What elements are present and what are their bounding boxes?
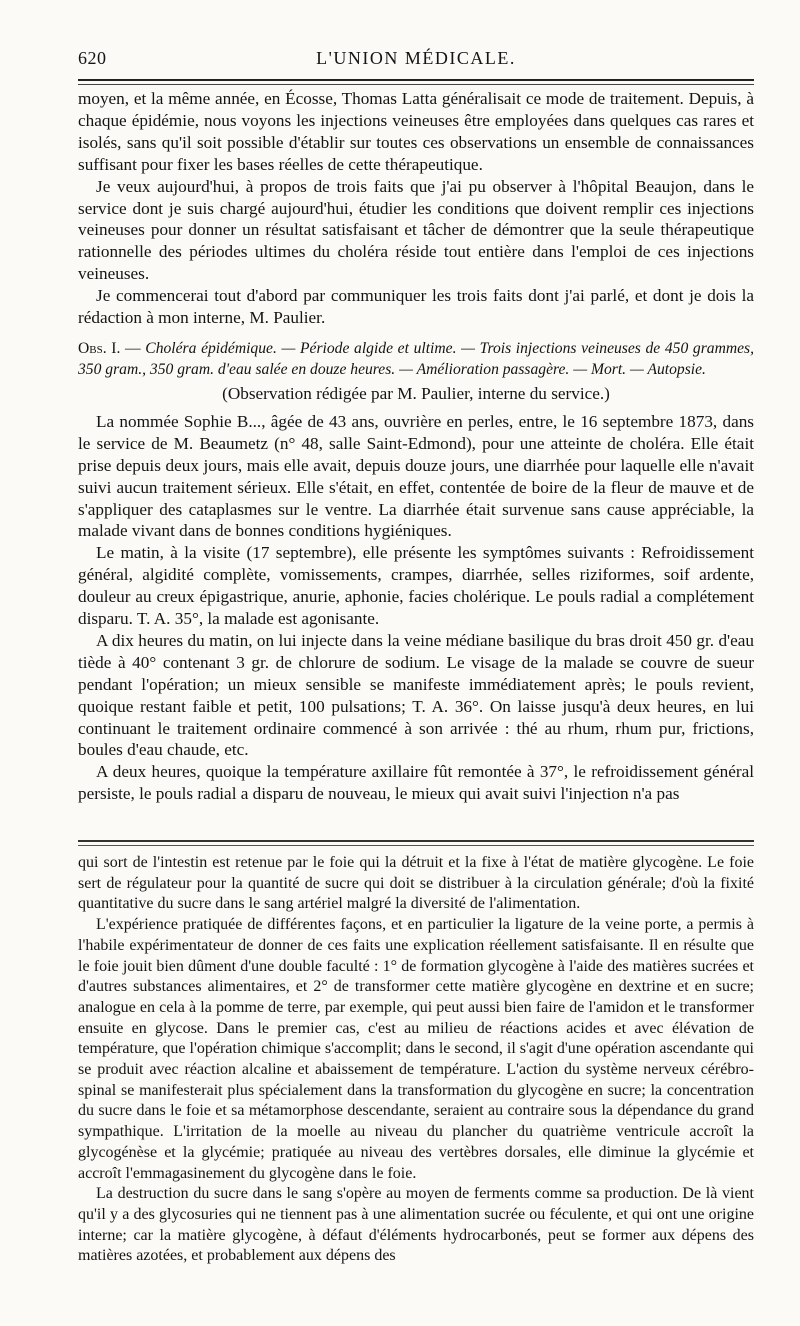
section-divider-thick: [78, 840, 754, 842]
paragraph: A dix heures du matin, on lui injecte dans la veine médiane basilique du bras droit 450 gr. d'eau tiède à 40° contenant 3 gr. de chlorure de sodium. Le visage de la malade se couvre de sueur pendant l'opération; un mieux sensible se manifeste immédiatement après; le pouls revient, quoique restant faible et petit, 100 pulsations; T. A. 36°. On laisse jusqu'à deux heures, en lui continuant le traitement ordinaire commencé à son arrivée : thé au rhum, rhum pur, frictions, boules d'eau chaude, etc.: [78, 630, 754, 760]
article-top-section: [78, 88, 754, 805]
paragraph: La nommée Sophie B..., âgée de 43 ans, ouvrière en perles, entre, le 16 septembre 1873, dans le service de M. Beaumetz (n° 48, salle Saint-Edmond), pour une atteinte de choléra. Elle était prise depuis deux jours, mais elle avait, depuis douze jours, une diarrhée pour laquelle elle n'avait suivi aucun traitement sérieux. Elle s'était, en effet, contentée de boire de la fleur de mauve et de s'appliquer des cataplasmes sur le ventre. La diarrhée était survenue sans cause appréciable, la malade vivant dans de bonnes conditions hygiéniques.: [78, 411, 754, 541]
paragraph: La destruction du sucre dans le sang s'opère au moyen de ferments comme sa production. De là vient qu'il y a des glycosuries qui ne tiennent pas à une alimentation sucrée ou féculente, et qui ont une origine interne; car la matière glycogène, à défaut d'éléments hydrocarbonés, peut se former aux dépens des matières azotées, et probablement aux dépens des: [78, 1185, 754, 1265]
paragraph: qui sort de l'intestin est retenue par le foie qui la détruit et la fixe à l'état de matière glycogène. Le foie sert de régulateur pour la quantité de sucre qui doit se distribuer à la circulation générale; d'où la fixité quantitative du sucre dans le sang artériel malgré la diversité de l'alimentation.: [78, 854, 754, 913]
page-number: 620: [78, 48, 107, 68]
paragraph: L'expérience pratiquée de différentes façons, et en particulier la ligature de la veine porte, a permis à l'habile expérimentateur de donner de ces faits une explication réellement satisfaisante. Il en résulte que le foie jouit bien dûment d'une double faculté : 1° de formation glycogène à l'aide des matières sucrées et d'autres substances alimentaires, et 2° de transformer cette matière glycogène en dextrine et en sucre; analogue en cela à la pomme de terre, par exemple, qui peut aussi bien faire de l'amidon et le transformer ensuite en glycose. Dans le premier cas, c'est au milieu de réactions acides et avec élévation de température, que l'opération chimique s'accomplit; dans le second, il s'agit d'une opération ascendante qui se produit avec réaction alcaline et abaissement de température. L'action du système nerveux cérébro-spinal se manifesterait plus spécialement dans la transformation du glycogène en sucre; la concentration du sucre dans le foie et sa métamorphose descendante, seraient au contraire sous la dépendance du grand sympathique. L'irritation de la moelle au niveau du plancher du quatrième ventricule accroît la glycogénèse et la glycémie; pratiquée au niveau des vertèbres dorsales, elle diminue la glycémie et accroît l'emmagasinement du glycogène dans le foie.: [78, 916, 754, 1182]
paragraph: moyen, et la même année, en Écosse, Thomas Latta généralisait ce mode de traitement. Depuis, à chaque épidémie, nous voyons les injections veineuses être employées dans quelques cas rares et isolés, sans qu'il soit possible d'établir sur toutes ces observations un ensemble de connaissances suffisant pour fixer les bases réelles de cette thérapeutique.: [78, 89, 754, 174]
observation-title: Choléra épidémique. — Période algide et ultime. — Trois injections veineuses de 450 grammes, 350 gram., 350 gram. d'eau salée en douze heures. — Amélioration passagère. — Mort. — Autopsie.: [78, 339, 755, 378]
observation-heading: [78, 338, 754, 380]
journal-title: L'UNION MÉDICALE.: [316, 48, 516, 68]
section-divider-thin: [78, 845, 754, 846]
paragraph: Je veux aujourd'hui, à propos de trois faits que j'ai pu observer à l'hôpital Beaujon, dans le service dont je suis chargé aujourd'hui, étudier les conditions que doivent remplir ces injections veineuses pour donner un résultat satisfaisant et tâcher de démontrer que la seule thérapeutique rationnelle des périodes ultimes du choléra réside tout entière dans l'emploi de ces injections veineuses.: [78, 176, 754, 284]
paragraph: A deux heures, quoique la température axillaire fût remontée à 37°, le refroidissement général persiste, le pouls radial a disparu de nouveau, le mieux qui avait suivi l'injection n'a pas: [78, 762, 754, 804]
feuilleton-section: [78, 853, 754, 1267]
observation-credit: (Observation rédigée par M. Paulier, interne du service.): [222, 383, 610, 403]
header-rule-thin: [78, 84, 754, 85]
page-header: [78, 44, 754, 74]
paragraph: Je commencerai tout d'abord par communiquer les trois faits dont j'ai parlé, et dont je dois la rédaction à mon interne, M. Paulier.: [78, 286, 754, 328]
observation-separator: —: [120, 339, 146, 357]
observation-label: Obs. I.: [78, 339, 121, 357]
header-rule-thick: [78, 79, 754, 81]
paragraph: Le matin, à la visite (17 septembre), elle présente les symptômes suivants : Refroidissement général, algidité complète, vomissements, crampes, diarrhée, selles riziformes, soif ardente, douleur au creux épigastrique, anurie, aphonie, facies cholérique. Le pouls radial a complétement disparu. T. A. 35°, la malade est agonisante.: [78, 543, 754, 629]
